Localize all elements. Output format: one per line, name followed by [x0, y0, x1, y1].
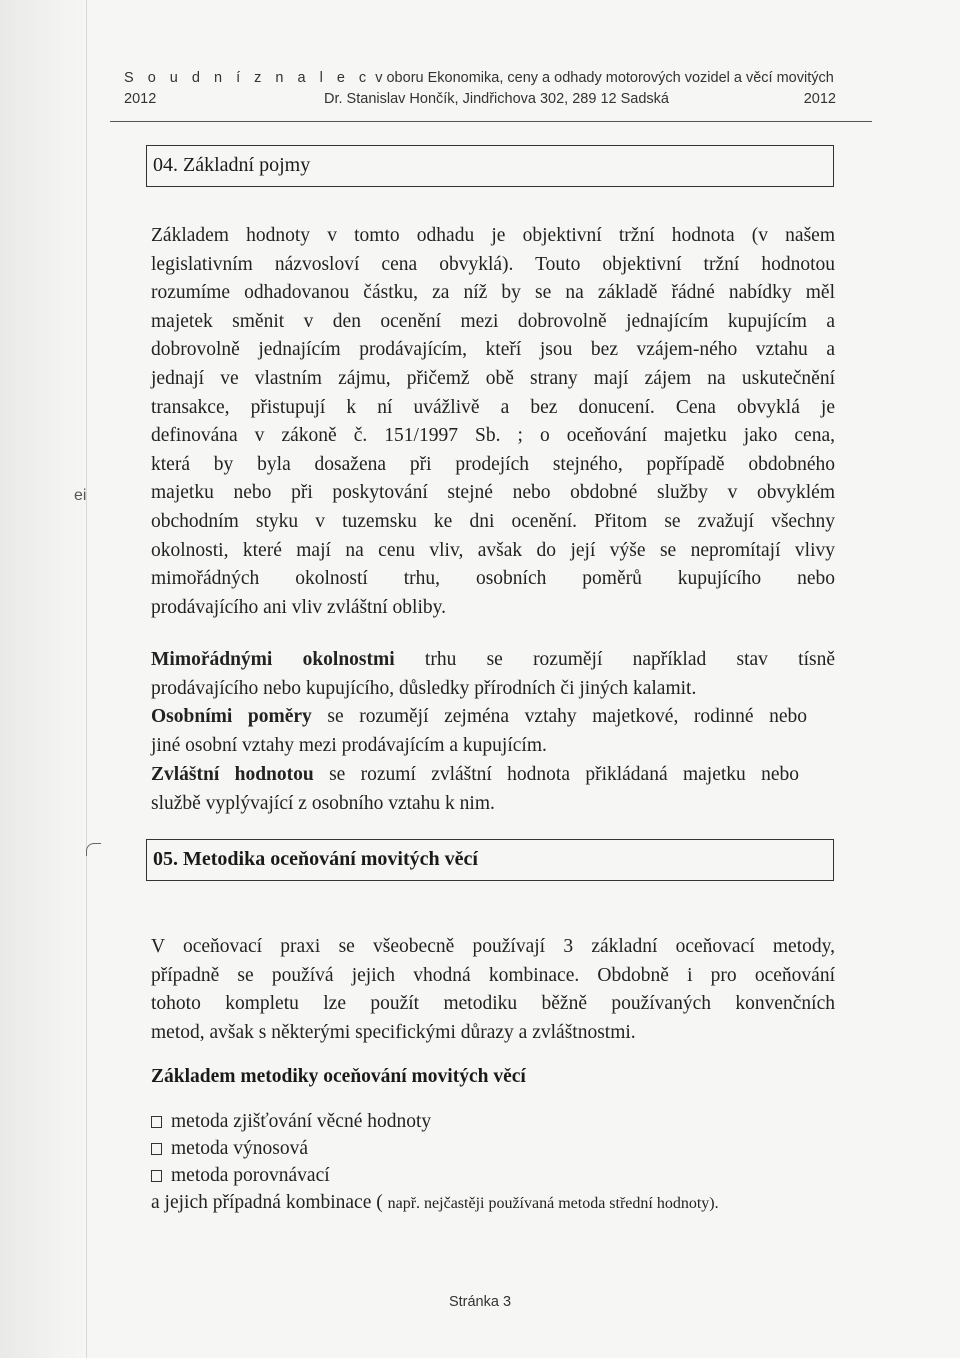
header-line-1: [124, 70, 834, 86]
paragraph-line: majetek směnit v den ocenění mezi dobrovolně jednajícím kupujícím a: [151, 310, 835, 332]
section-05-paragraph: [151, 933, 835, 1047]
header-field: v oboru Ekonomika, ceny a odhady motorových vozidel a věcí movitých: [375, 70, 834, 86]
header-line-2: [124, 91, 836, 107]
definition-mimoradne-okolnosti: [151, 646, 835, 703]
paragraph-line: která by byla dosažena při prodejích stejného, popřípadě obdobného: [151, 453, 835, 475]
margin-hook-mark: [86, 843, 101, 856]
page-left-edge: [0, 0, 88, 1358]
checkbox-icon: [151, 1170, 162, 1182]
method-label: metoda porovnávací: [171, 1165, 330, 1186]
definition-zvlastni-hodnota: [151, 761, 799, 818]
definition-term: Osobními poměry: [151, 706, 312, 727]
section-04-box: [146, 145, 834, 187]
list-item: [151, 1162, 431, 1189]
checkbox-icon: [151, 1143, 162, 1155]
method-label: metoda výnosová: [171, 1138, 309, 1159]
paragraph-line: definována v zákoně č. 151/1997 Sb. ; o oceňování majetku jako cena,: [151, 425, 835, 447]
definition-line: prodávajícího nebo kupujícího, důsledky přírodních či jiných kalamit.: [151, 677, 697, 699]
checkbox-icon: [151, 1116, 162, 1128]
section-05-title: 05. Metodika oceňování movitých věcí: [153, 848, 478, 870]
methods-list: [151, 1108, 431, 1189]
methodology-subheading: Základem metodiky oceňování movitých věcí: [151, 1066, 526, 1087]
definition-text: trhu se rozumějí například stav tísně: [394, 649, 835, 670]
closing-line: [151, 1192, 719, 1214]
paragraph-line: legislativním názvosloví cena obvyklá). Touto objektivní tržní hodnotou: [151, 253, 835, 275]
paragraph-line: mimořádných okolností trhu, osobních poměrů kupujícího nebo: [151, 568, 835, 590]
paragraph-line: dobrovolně jednajícím prodávajícím, kteří jsou bez vzájem-ného vztahu a: [151, 339, 835, 361]
paragraph-line: metod, avšak s některými specifickými důrazy a zvláštnostmi.: [151, 1021, 636, 1043]
paragraph-line: jednají ve vlastním zájmu, přičemž obě strany mají zájem na uskutečnění: [151, 367, 835, 389]
definition-line: službě vyplývající z osobního vztahu k nim.: [151, 792, 495, 814]
definition-line: [151, 703, 807, 732]
definition-line: [151, 646, 835, 675]
definition-line: jiné osobní vztahy mezi prodávajícím a kupujícím.: [151, 734, 547, 756]
definition-text: se rozumí zvláštní hodnota přikládaná majetku nebo: [313, 764, 799, 785]
definition-term: Mimořádnými okolnostmi: [151, 649, 395, 670]
header-year-left: 2012: [124, 91, 157, 107]
paragraph-line: V oceňovací praxi se všeobecně používají 3 základní oceňovací metody,: [151, 936, 835, 957]
paragraph-line: rozumíme odhadovanou částku, za níž by se na základě řádné nabídky měl: [151, 282, 835, 304]
paragraph-line: tohoto kompletu lze použít metodiku běžně používaných konvenčních: [151, 993, 835, 1015]
paragraph-line: transakce, přistupují k ní uvážlivě a bez donucení. Cena obvyklá je: [151, 396, 835, 418]
closing-note: např. nejčastěji používaná metoda střední hodnoty).: [387, 1195, 719, 1212]
section-04-title: 04. Základní pojmy: [153, 154, 311, 176]
header-year-right: 2012: [803, 91, 836, 107]
paragraph-line: Základem hodnoty v tomto odhadu je objektivní tržní hodnota (v našem: [151, 225, 835, 246]
definition-osobni-pomery: [151, 703, 807, 760]
list-item: [151, 1108, 431, 1135]
definition-term: Zvláštní hodnotou: [151, 764, 314, 785]
method-label: metoda zjišťování věcné hodnoty: [171, 1111, 432, 1132]
margin-fragment: ei: [74, 487, 87, 504]
definition-line: [151, 761, 799, 790]
paragraph-line: prodávajícího ani vliv zvláštní obliby.: [151, 596, 446, 618]
section-05-box: [146, 839, 834, 881]
paragraph-line: obchodním styku v tuzemsku ke dni ocenění. Přitom se zvažují všechny: [151, 510, 835, 532]
section-04-paragraph: [151, 222, 835, 622]
binding-line: [86, 0, 87, 1358]
paragraph-line: okolnosti, které mají na cenu vliv, avšak do její výše se nepromítají vlivy: [151, 539, 835, 561]
definition-text: se rozumějí zejména vztahy majetkové, rodinné nebo: [311, 706, 807, 727]
paragraph-line: případně se používá jejich vhodná kombinace. Obdobně i pro oceňování: [151, 964, 835, 986]
paragraph-line: majetku nebo při poskytování stejné nebo obdobné služby v obvyklém: [151, 482, 835, 504]
header-address: Dr. Stanislav Hončík, Jindřichova 302, 289 12 Sadská: [324, 91, 669, 107]
header-role: S o u d n í z n a l e c: [124, 70, 372, 86]
closing-main: a jejich případná kombinace (: [151, 1192, 388, 1213]
page-number: Stránka 3: [448, 1294, 512, 1310]
list-item: [151, 1135, 431, 1162]
header-rule: [110, 121, 872, 122]
